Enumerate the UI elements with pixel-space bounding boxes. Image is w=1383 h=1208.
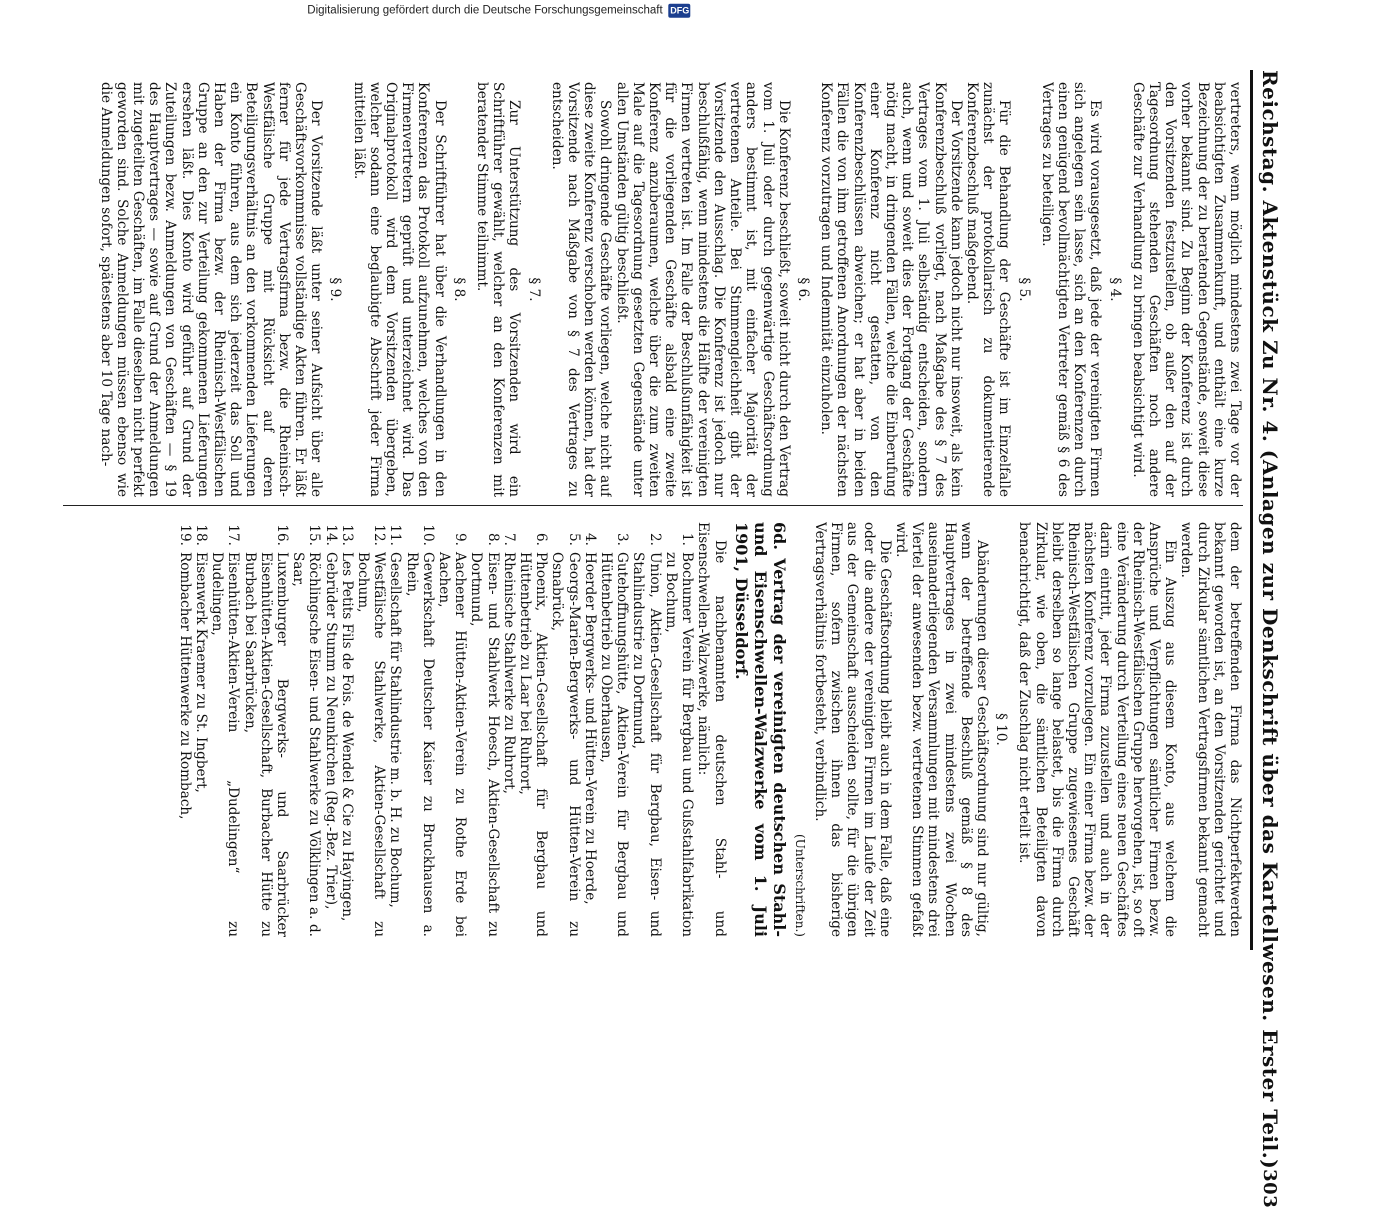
list-item-number: 13. [338,524,355,546]
list-item-number: 2. [646,533,663,546]
member-list [177,522,696,937]
rotated-document-page [5,0,1295,1208]
list-item-text: Phoenix, Aktien-Gesellschaft für Bergbau und Hüttenbetrieb zu Laar bei Ruhrort, [517,552,550,937]
paragraph: Es wird vorausgesetzt, daß jede der vereinigten Firmen sich angelegen sein lasse, sich an den Konferenzen durch einen genügend bevollmächtigten Vertreter gemäß § 6 des Vertrages zu beteiligen. [1038,82,1104,497]
member-list-item [663,522,695,937]
list-item-text: Gewerkschaft Deutscher Kaiser zu Bruckhausen a. Rhein, [403,552,436,937]
member-list-item [322,522,338,937]
paragraph: Zur Unterstützung des Vorsitzenden wird ein Schriftführer gewählt, welcher an den Konferenzen mit beratender Stimme teilnimmt. [474,82,523,497]
list-item-text: Eisenwerk Kraemer zu St. Ingbert, [193,552,210,793]
list-item-text: Gutehoffnungshütte, Aktien-Verein für Bergbau und Hüttenbetrieb zu Oberhausen, [598,552,631,937]
section-heading: § 10. [993,713,1010,746]
list-item-number: 10. [419,524,436,546]
list-item-number: 3. [614,533,631,546]
list-item-text: Eisenhütten-Aktien-Verein „Dudelingen“ zu Dudelingen, [209,552,242,937]
page-header [1250,70,1287,1208]
paragraph: vertreters, wenn möglich mindestens zwei Tage vor der beabsichtigten Zusammenkunft, und enthält eine kurze Bezeichnung der zu beratenden Gegenstände, soweit diese vorher bekannt sind. Zu Beginn der Konferenz ist durch den Vorsitzenden festzustellen, ob außer den auf der Tagesordnung stehenden Geschäften noch andere Geschäfte zur Verhandlung zu bringen beabsichtigt wird. [1129,82,1243,497]
paragraph: Der Schriftführer hat über die Verhandlungen in den Konferenzen das Protokoll aufzunehmen, welches von den Firmenvertretern geprüft und unterzeichnet wird. Das Originalprotokoll wird dem Vorsitzenden übergeben, welcher sodann eine beglaubigte Abschrift jeder Firma mitteilen läßt. [350,82,448,497]
member-list-item [582,522,598,937]
section-heading: § 9. [327,277,344,302]
member-list-item [403,522,435,937]
paragraph: Für die Behandlung der Geschäfte ist im Einzelfalle zunächst der protokollarisch zu dokumentierende Konferenzbeschluß maßgebend. [963,82,1013,497]
dfg-logo: DFG [670,6,690,17]
list-item-number: 17. [225,524,242,546]
contract-heading: 6d. Vertrag der vereinigten deutschen Stahl- und Eisenschwellen-Walzwerke vom 1. Juli 1901, Düsseldorf. [731,522,789,937]
list-item-text: Bochumer Verein für Bergbau und Gußstahlfabrikation zu Bochum, [662,552,696,937]
list-item-number: 9. [452,533,469,546]
member-list-item [501,522,517,937]
member-list-item [241,522,290,937]
paragraph: dem der betreffenden Firma das Nichtperfektwerden bekannt geworden ist, an den Vorsitzenden gerichtet und durch Zirkular sämtlichen Vertragsfirmen bekannt gemacht werden. [1178,522,1243,937]
list-item-text: Eisen- und Stahlwerk Hoesch, Aktien-Gesellschaft zu Dortmund, [468,552,501,937]
list-item-number: 6. [533,533,550,546]
member-list-item [209,522,241,937]
section-heading: § 5. [1015,277,1032,302]
list-item-number: 18. [193,524,210,546]
section-heading: § 7. [525,277,542,302]
list-item-number: 1. [679,533,696,546]
paragraph: Der Vorsitzende läßt unter seiner Aufsicht über alle Geschäftsvorkommnisse vollständige Akten führen. Er läßt ferner für jede Vertragsfirma bezw. die Rheinisch-Westfälische Gruppe mit Rücksicht auf deren Beteiligungsverhältnis an den vorkommenden Lieferungen ein Konto führen, aus dem sich jederzeit das Soll und Haben der Firma bezw. der Rheinisch-Westfälischen Gruppe an den zur Verteilung gekommenen Lieferungen ersehen läßt. Dies Konto wird geführt auf Grund der Zuteilungen bezw. Anmeldungen von Geschäften — § 19 des Hauptvertrages — sowie auf Grund der Anmeldungen mit zugeteilten Geschäften, im Falle dieselben nicht perfekt geworden sind. Solche Anmeldungen müssen ebenso wie die Anmeldungen sofort, spätestens aber 10 Tage nach- [97,82,325,497]
member-list-item [468,522,500,937]
right-column [63,522,1243,937]
list-item-number: 16. [274,524,291,546]
member-list-item [177,522,193,937]
list-item-number: 11. [387,524,404,546]
member-list-item [517,522,549,937]
member-list-item [193,522,209,937]
list-item-text: Westfälische Stahlwerke, Aktien-Gesellschaft zu Bochum, [355,552,388,937]
list-item-text: Les Petits Fils de Fois. de Wendel & Cie zu Hayingen, [338,552,355,922]
list-item-number: 4. [581,533,598,546]
member-list-item [630,522,662,937]
paragraph: Der Vorsitzende kann jedoch nicht nur insoweit, als kein Konferenzbeschluß vorliegt, nach Maßgabe des § 7 des Vertrages vom 1. Juli selbständig entscheiden, sondern auch, wenn und soweit dies der Fortgang der Geschäfte nötig macht, in dringenden Fällen, welche die Einberufung einer Konferenz nicht gestatten, von den Konferenzbeschlüssen abweichen; er hat aber in beiden Fällen die von ihm getroffenen Anordnungen der nächsten Konferenz vorzutragen und Indemnität einzuholen. [818,82,964,497]
member-list-item [436,522,468,937]
page-number: 303 [1259,1169,1281,1208]
list-item-text: Hoerder Bergwerks- und Hütten-Verein zu Hoerde, [581,552,598,905]
member-list-item [549,522,581,937]
paragraph: Ein Auszug aus diesem Konto, aus welchem die Ansprüche und Verpflichtungen sämtlicher Firmen bezw. der Rheinisch-Westfälischen Gruppe hervorgehen, ist, so oft eine Veränderung durch Verteilung eines neuen Geschäftes darin eintritt, jeder Firma zuzustellen und auch in der nächsten Konferenz vorzulegen. Ein einer Firma bezw. der Rheinisch-Westfälischen Gruppe zugewiesenes Geschäft bleibt derselben so lange belastet, bis die Firma durch Zirkular, wie oben, die sämtlichen Beteiligten davon benachrichtigt, daß der Zuschlag nicht erteilt ist. [1016,522,1179,937]
list-item-number: 12. [371,524,388,546]
column-divider [63,505,1243,506]
section-heading: § 8. [450,277,467,302]
left-column [63,82,1243,497]
digitization-credit [303,0,695,22]
list-item-number: 19. [176,524,193,546]
paragraph: Sowohl dringende Geschäfte vorliegen, welche nicht auf diese zweite Konferenz verschoben werden können, hat der Vorsitzende nach Maßgabe von § 7 des Vertrages zu entscheiden. [548,82,614,497]
list-item-number: 8. [484,533,501,546]
member-list-item [339,522,355,937]
paragraph: Abänderungen dieser Geschäftsordnung sind nur gültig, wenn der betreffende Beschluß gemäß § 8 des Hauptvertrages in zwei mindestens zwei Wochen auseinanderliegenden Versammlungen mit mindestens drei Viertel der anwesenden bezw. vertretenen Stimmen gefaßt wird. [892,522,990,937]
credit-text: Digitalisierung gefördert durch die Deutsche Forschungsgemeinschaft [307,5,663,18]
list-item-text: Luxemburger Bergwerks- und Saarbrücker Eisenhütten-Aktien-Gesellschaft, Burbacher Hütte zu Burbach bei Saarbrücken, [241,552,291,937]
member-list-item [355,522,387,937]
paragraph: Die Geschäftsordnung bleibt auch in dem Falle, daß eine oder die andere der vereinigten Firmen im Laufe der Zeit aus der Gemeinschaft ausscheiden sollte, für die übrigen Firmen, sofern zwischen ihnen das bisherige Vertragsverhältnis fortbesteht, verbindlich. [811,522,893,937]
list-item-text: Gesellschaft für Stahlindustrie m. b. H. zu Bochum, [387,552,404,908]
section-heading: § 4. [1106,277,1123,302]
list-item-text: Röchlingsche Eisen- und Stahlwerke zu Völklingen a. d. Saar, [290,552,323,937]
signatures-note: (Unterschriften.) [792,834,807,937]
list-item-text: Rheinische Stahlwerke zu Ruhrort, [500,552,517,794]
list-item-number: 5. [565,533,582,546]
member-list-item [290,522,322,937]
member-list-item [387,522,403,937]
paragraph: Die nachbenannten deutschen Stahl- und Eisenschwellen-Walzwerke, nämlich: [695,522,728,937]
list-item-number: 7. [500,533,517,546]
list-item-text: Georgs-Marien-Bergwerks- und Hütten-Verein zu Osnabrück, [549,552,582,937]
member-list-item [598,522,630,937]
running-title: Reichstag. Aktenstück Zu Nr. 4. (Anlagen zur Denkschrift über das Kartellwesen. Erster Teil.) [1258,70,1282,1170]
list-item-text: Rombacher Hüttenwerke zu Rombach, [176,552,193,820]
list-item-number: 14. [322,524,339,546]
list-item-text: Union, Aktien-Gesellschaft für Bergbau, Eisen- und Stahlindustrie zu Dortmund, [630,552,663,937]
list-item-text: Gebrüder Stumm zu Neunkirchen (Reg.-Bez. Trier), [322,552,339,910]
section-heading: § 6. [794,277,811,302]
list-item-number: 15. [306,524,323,546]
list-item-text: Aachener Hütten-Aktien-Verein zu Rothe Erde bei Aachen, [436,552,469,937]
paragraph: Die Konferenz beschließt, soweit nicht durch den Vertrag vom 1. Juli oder durch gegenwärtige Geschäftsordnung anders bestimmt ist, mit einfacher Majorität der vertretenen Anteile. Bei Stimmengleichheit gibt der Vorsitzende den Ausschlag. Die Konferenz ist jedoch nur beschlußfähig, wenn mindestens die Hälfte der vereinigten Firmen vertreten ist. Im Falle der Beschlußunfähigkeit ist für die vorliegenden Geschäfte alsbald eine zweite Konferenz anzuberaumen, welche über die zum zweiten Male auf die Tagesordnung gesetzten Gegenstände unter allen Umständen gültig beschließt. [613,82,792,497]
